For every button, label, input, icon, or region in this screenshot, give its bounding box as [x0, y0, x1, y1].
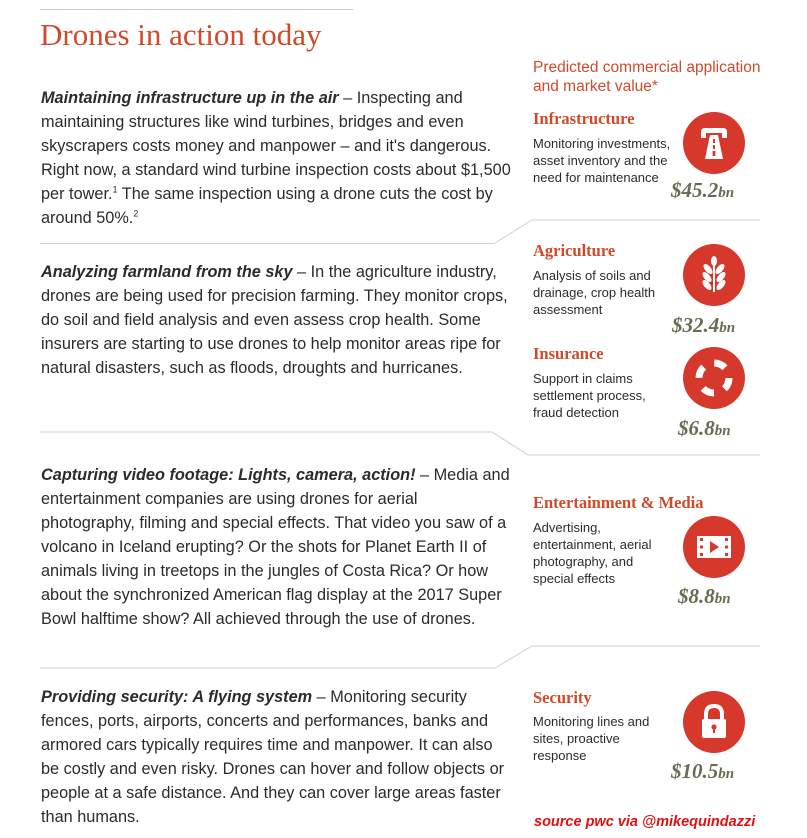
sidebar-heading: Predicted commercial application and market value* — [533, 59, 761, 95]
source-credit: source pwc via @mikequindazzi — [534, 814, 756, 830]
footnote-ref: 2 — [133, 208, 139, 219]
section-video — [41, 463, 511, 631]
category-title-entertainment: Entertainment & Media — [533, 493, 704, 512]
section-body: – Inspecting and maintaining structures like wind turbines, bridges and even skyscrapers costs money and manpower – and it's dangerous. Right now, a standard wind turbine inspection costs about $1,500 per tower. — [41, 89, 511, 203]
footnote-ref: 1 — [112, 184, 118, 195]
page-title: Drones in action today — [40, 17, 322, 52]
category-value-infrastructure — [671, 178, 734, 203]
value-unit: bn — [719, 320, 736, 336]
value-amount: $32.4 — [672, 313, 720, 337]
category-desc-security: Monitoring lines and sites, proactive response — [533, 714, 650, 763]
category-value-security — [671, 759, 734, 784]
road-icon — [683, 112, 745, 174]
section-lead: Maintaining infrastructure up in the air — [41, 89, 339, 107]
category-title-agriculture: Agriculture — [533, 241, 616, 260]
category-title-infrastructure: Infrastructure — [533, 109, 635, 128]
category-value-insurance — [678, 416, 731, 441]
category-desc-entertainment: Advertising, entertainment, aerial photography, and special effects — [533, 520, 652, 586]
category-title-insurance: Insurance — [533, 344, 604, 363]
section-body: – Media and entertainment companies are using drones for aerial photography, filming and special effects. That video you saw of a volcano in Iceland erupting? Or the shots for Planet Earth II of animals living in treetops in the jungles of Costa Rica? Or how about the synchronized American flag display at the 2017 Super Bowl halftime show? All achieved through the use of drones. — [41, 466, 510, 628]
value-amount: $8.8 — [678, 584, 715, 608]
value-amount: $10.5 — [671, 759, 719, 783]
value-amount: $45.2 — [671, 178, 719, 202]
category-value-entertainment — [678, 584, 731, 609]
value-amount: $6.8 — [678, 416, 715, 440]
value-unit: bn — [718, 185, 735, 201]
lifebuoy-icon — [683, 347, 745, 409]
separator — [40, 243, 495, 244]
value-unit: bn — [714, 423, 731, 439]
section-lead: Analyzing farmland from the sky — [41, 263, 293, 281]
film-icon — [683, 516, 745, 578]
section-body: – In the agriculture industry, drones are being used for precision farming. They monitor crops, do soil and field analysis and even assess crop health. Some insurers are starting to use drones to help monitor areas ripe for natural disasters, such as floods, droughts and hurricanes. — [41, 263, 508, 377]
category-desc-infrastructure: Monitoring investments, asset inventory and the need for maintenance — [533, 136, 671, 185]
category-desc-agriculture: Analysis of soils and drainage, crop health assessment — [533, 268, 656, 317]
category-value-agriculture — [672, 313, 735, 338]
section-lead: Capturing video footage: Lights, camera, action! — [41, 466, 416, 484]
section-infrastructure — [41, 86, 511, 230]
value-unit: bn — [714, 591, 731, 607]
section-security — [41, 685, 511, 829]
padlock-icon — [683, 691, 745, 753]
wheat-icon — [683, 244, 745, 306]
section-lead: Providing security: A flying system — [41, 688, 313, 706]
value-unit: bn — [718, 766, 735, 782]
category-title-security: Security — [533, 688, 592, 707]
top-rule — [40, 9, 353, 10]
section-body: – Monitoring security fences, ports, airports, concerts and performances, banks and armored cars typically requires time and manpower. It can also be costly and even risky. Drones can hover and follow objects or people at a safe distance. And they can cover large areas faster than humans. — [41, 688, 505, 826]
category-desc-insurance: Support in claims settlement process, fraud detection — [533, 371, 646, 420]
section-agriculture — [41, 260, 511, 380]
section-body-continued: The same inspection using a drone cuts the cost by around 50%. — [41, 185, 493, 227]
